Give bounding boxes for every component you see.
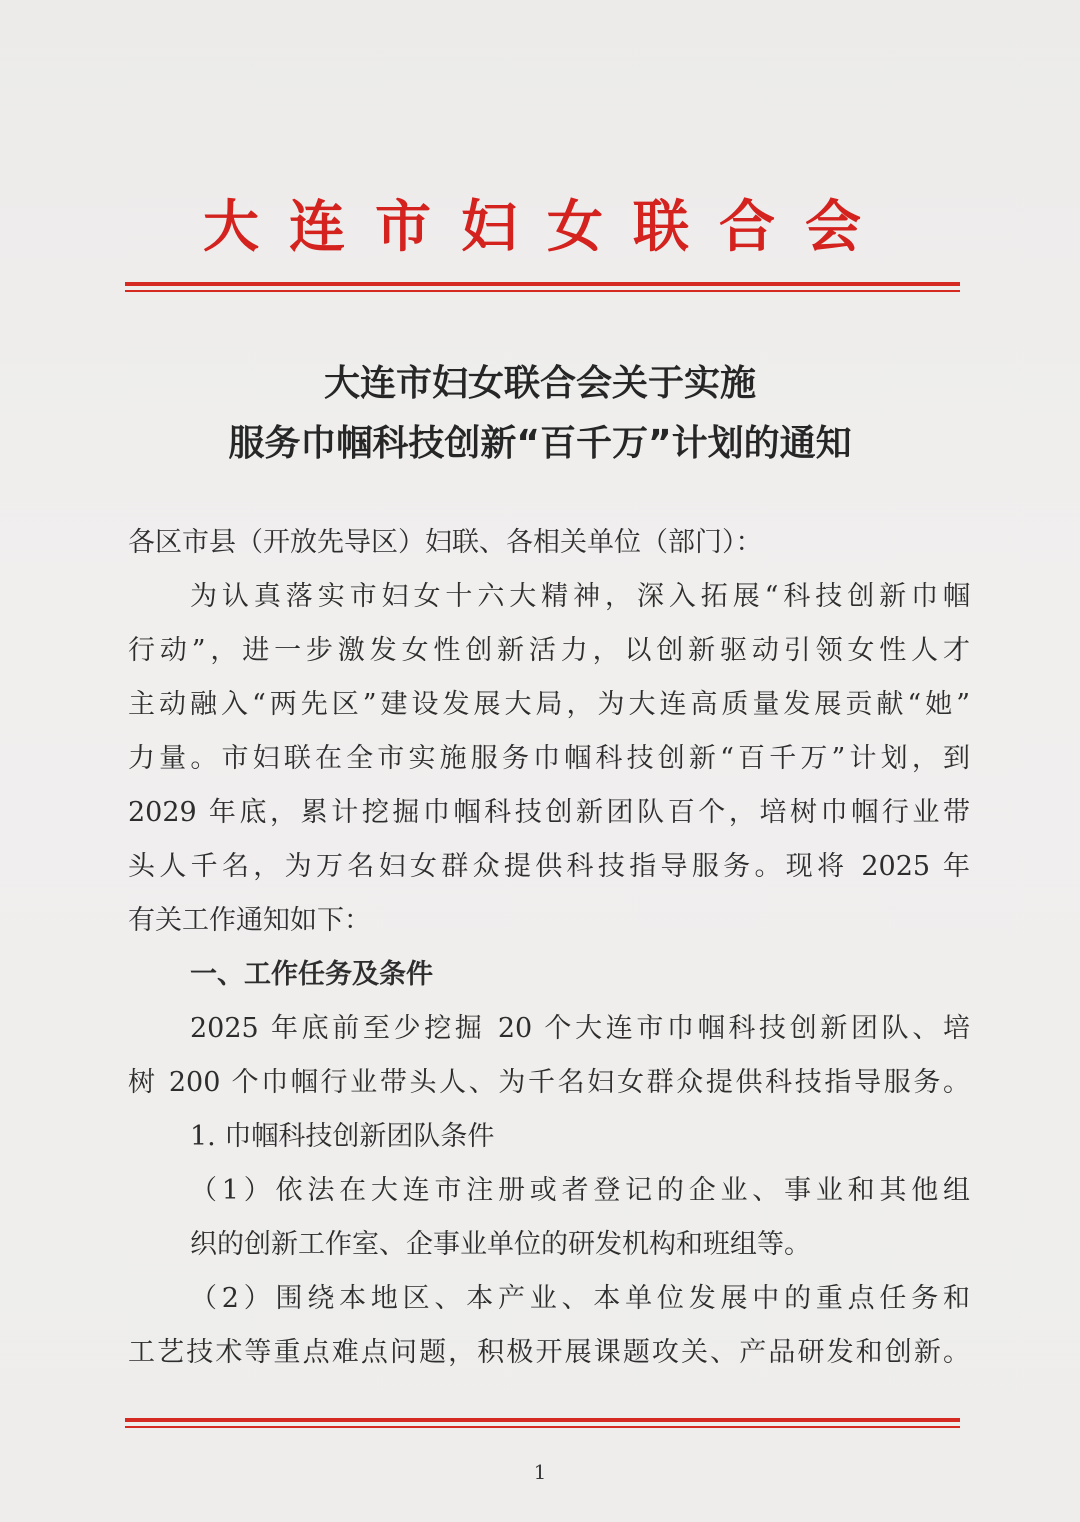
document-title	[0, 354, 1080, 474]
paragraph-1-line: 为认真落实市妇女十六大精神，深入拓展“科技创新巾帼	[190, 581, 970, 612]
paragraph-1-line: 主动融入“两先区”建设发展大局，为大连高质量发展贡献“她”	[128, 689, 970, 720]
paragraph-1-line: 2029 年底，累计挖掘巾帼科技创新团队百个，培树巾帼行业带	[128, 797, 970, 828]
title-line-2: 服务巾帼科技创新“百千万”计划的通知	[228, 423, 852, 464]
footer-red-rule	[125, 1418, 960, 1428]
subsection-heading: 1. 巾帼科技创新团队条件	[190, 1121, 495, 1152]
masthead-title: 大连市妇女联合会	[203, 195, 891, 260]
page-number: 1	[533, 1460, 547, 1484]
paragraph-1-line: 有关工作通知如下：	[128, 905, 371, 936]
paragraph-2-line: 树 200 个巾帼行业带头人、为千名妇女群众提供科技指导服务。	[128, 1067, 970, 1098]
document-body	[128, 516, 970, 1380]
section-heading: 一、工作任务及条件	[190, 959, 433, 990]
item-2-line: （2）围绕本地区、本产业、本单位发展中的重点任务和	[190, 1283, 970, 1314]
item-1-line: （1）依法在大连市注册或者登记的企业、事业和其他组	[190, 1175, 970, 1206]
paragraph-1-line: 头人千名，为万名妇女群众提供科技指导服务。现将 2025 年	[128, 851, 970, 882]
header-red-rule	[125, 282, 960, 292]
item-2-line: 工艺技术等重点难点问题，积极开展课题攻关、产品研发和创新。	[128, 1337, 970, 1368]
paragraph-1-line: 力量。市妇联在全市实施服务巾帼科技创新“百千万”计划，到	[128, 743, 970, 774]
paragraph-1-line: 行动”，进一步激发女性创新活力，以创新驱动引领女性人才	[128, 635, 970, 666]
title-line-1: 大连市妇女联合会关于实施	[323, 363, 756, 404]
item-1-line: 织的创新工作室、企事业单位的研发机构和班组等。	[190, 1229, 811, 1260]
paragraph-2-line: 2025 年底前至少挖掘 20 个大连市巾帼科技创新团队、培	[190, 1013, 970, 1044]
salutation: 各区市县（开放先导区）妇联、各相关单位（部门）：	[128, 527, 763, 558]
